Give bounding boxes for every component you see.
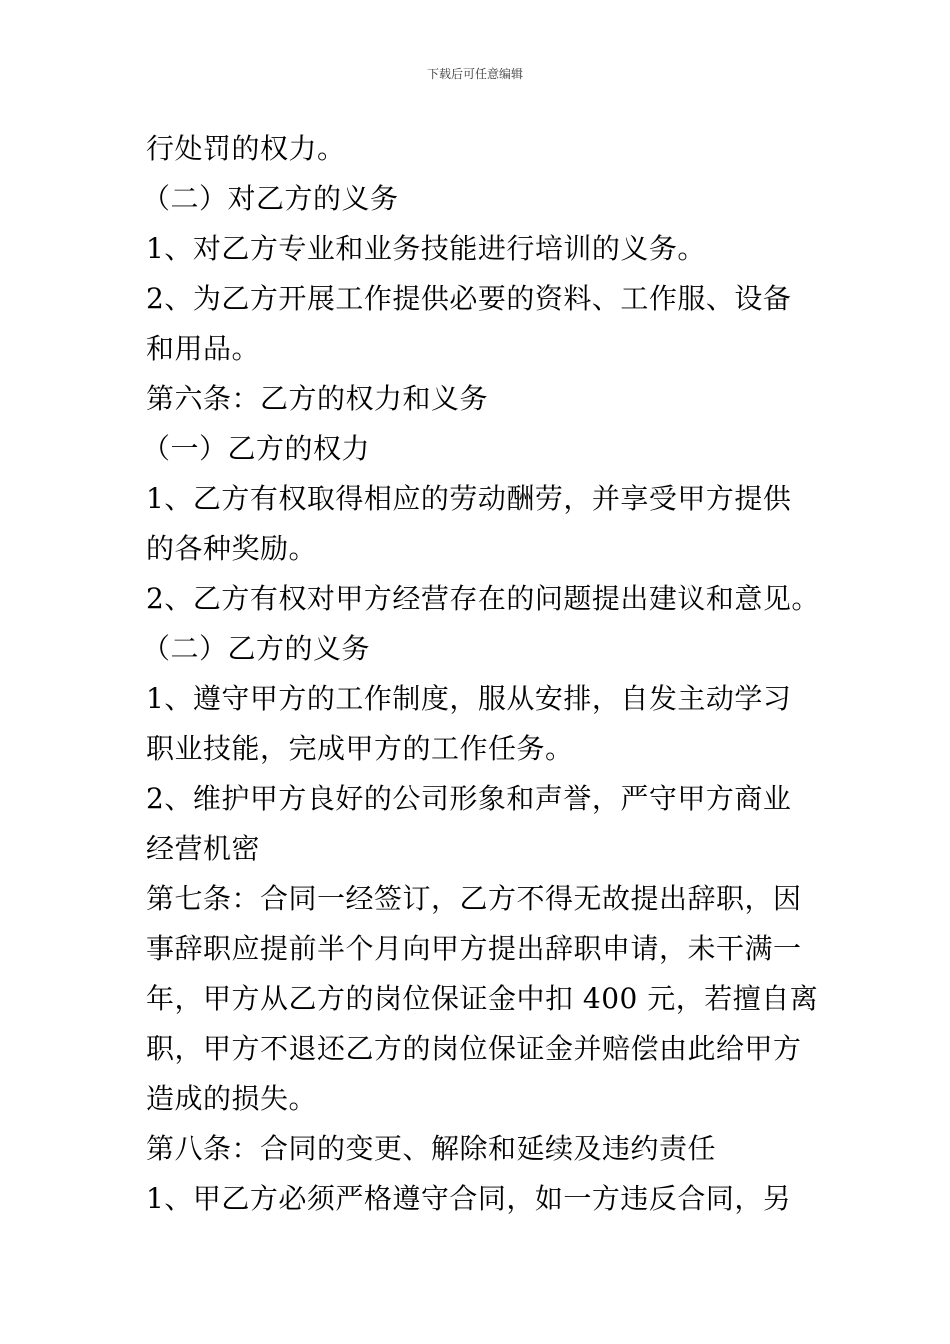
- text-line: 2、乙方有权对甲方经营存在的问题提出建议和意见。: [146, 582, 820, 615]
- text-line: 和用品。: [146, 332, 261, 365]
- article-text-line: 年，甲方从乙方的岗位保证金中扣 400 元，若擅自离: [146, 982, 819, 1015]
- text-line: 2、维护甲方良好的公司形象和声誉，严守甲方商业: [146, 782, 792, 815]
- text-line: 行处罚的权力。: [146, 132, 346, 165]
- text-line: 1、对乙方专业和业务技能进行培训的义务。: [146, 232, 706, 265]
- article-text-line: 造成的损失。: [146, 1082, 318, 1115]
- article-text-line: 事辞职应提前半个月向甲方提出辞职申请，未干满一: [146, 932, 802, 965]
- article-heading: 第六条：乙方的权力和义务: [146, 382, 489, 415]
- section-heading: （二）对乙方的义务: [142, 182, 399, 215]
- text-line: 经营机密: [146, 832, 261, 865]
- text-line: 2、为乙方开展工作提供必要的资料、工作服、设备: [146, 282, 792, 315]
- text-line: 1、甲乙方必须严格遵守合同，如一方违反合同，另: [146, 1182, 792, 1215]
- text-line: 1、遵守甲方的工作制度，服从安排，自发主动学习: [146, 682, 792, 715]
- text-line: 1、乙方有权取得相应的劳动酬劳，并享受甲方提供: [146, 482, 792, 515]
- text-line: 职业技能，完成甲方的工作任务。: [146, 732, 574, 765]
- article-text-line: 第七条：合同一经签订，乙方不得无故提出辞职，因: [146, 882, 802, 915]
- text-line: 的各种奖励。: [146, 532, 318, 565]
- section-heading: （一）乙方的权力: [142, 432, 371, 465]
- article-heading: 第八条：合同的变更、解除和延续及违约责任: [146, 1132, 717, 1165]
- section-heading: （二）乙方的义务: [142, 632, 371, 665]
- article-text-line: 职，甲方不退还乙方的岗位保证金并赔偿由此给甲方: [146, 1032, 802, 1065]
- document-body: [142, 124, 820, 1224]
- page-header: 下载后可任意编辑: [426, 67, 523, 81]
